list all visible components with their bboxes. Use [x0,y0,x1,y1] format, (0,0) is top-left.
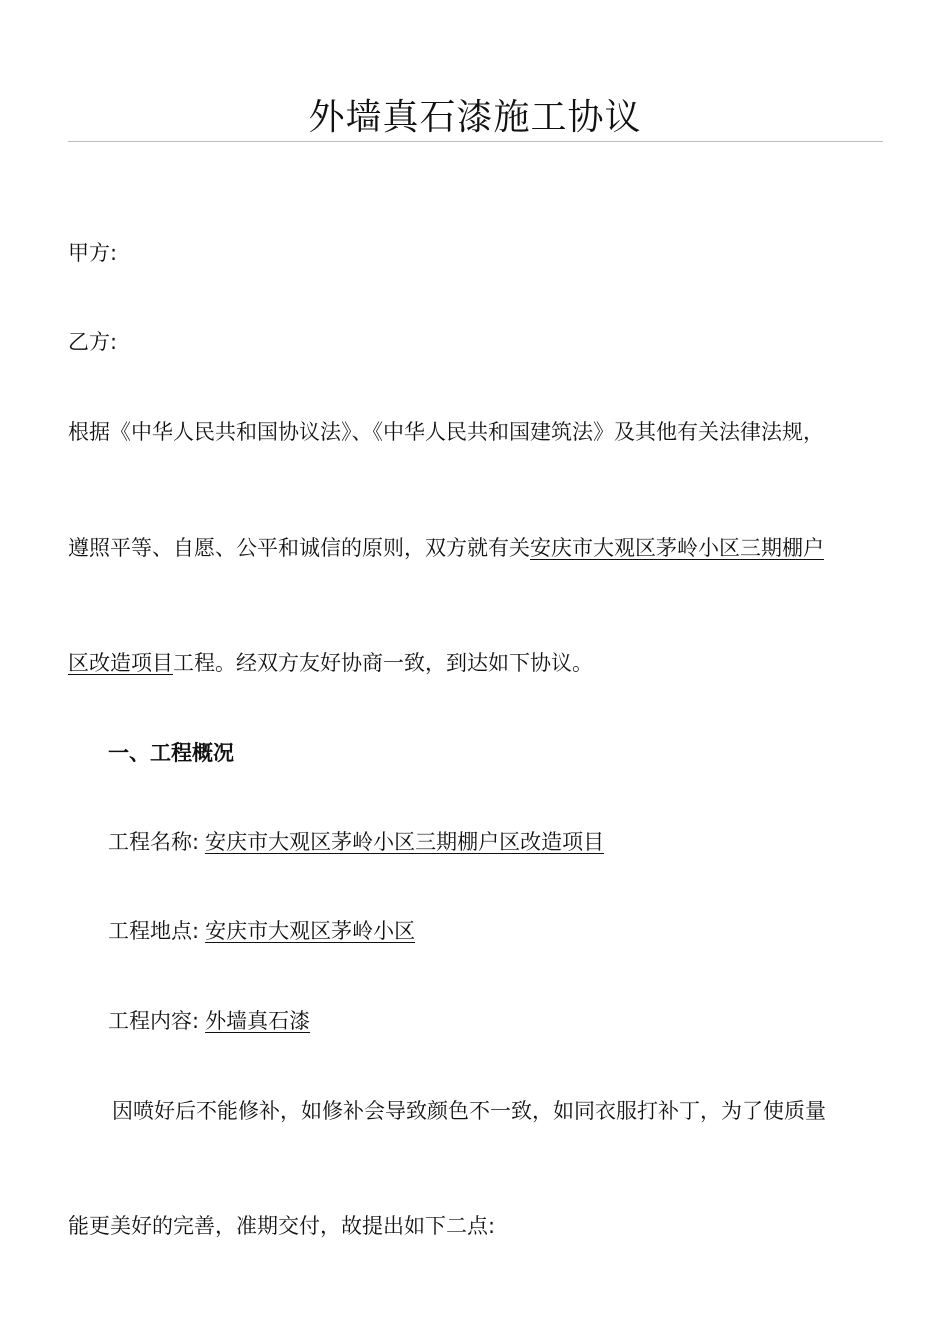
intro-line-1: 根据《中华人民共和国协议法》、《中华人民共和国建筑法》及其他有关法律法规， [68,420,824,444]
intro-project-name-part1: 安庆市大观区茅岭小区三期棚户 [530,536,824,560]
intro-line-3 [68,648,593,678]
project-name-label: 工程名称: [108,830,200,854]
document-title: 外墙真石漆施工协议 [308,97,642,138]
project-location-value: 安庆市大观区茅岭小区 [205,919,416,943]
intro-line-2-text: 遵照平等、自愿、公平和诚信的原则，双方就有关 [68,536,530,560]
title-divider [68,141,883,142]
project-content-row [108,1006,310,1036]
project-location-label: 工程地点: [108,919,200,943]
project-location-row [108,916,415,946]
section-1-heading: 一、工程概况 [108,741,234,765]
project-name-row [108,827,604,857]
intro-project-name-part2: 区改造项目 [68,651,173,675]
project-name-value: 安庆市大观区茅岭小区三期棚户区改造项目 [205,830,605,854]
intro-line-2 [68,533,824,563]
project-content-value: 外墙真石漆 [205,1009,311,1033]
intro-line-3-text: 工程。经双方友好协商一致，到达如下协议。 [173,651,593,675]
project-content-label: 工程内容: [108,1009,200,1033]
party-b-label: 乙方: [68,330,118,354]
party-a-label: 甲方: [68,241,118,265]
note-line-2: 能更美好的完善，准期交付，故提出如下二点: [68,1214,496,1238]
note-line-1: 因喷好后不能修补，如修补会导致颜色不一致，如同衣服打补丁，为了使质量 [112,1099,826,1123]
